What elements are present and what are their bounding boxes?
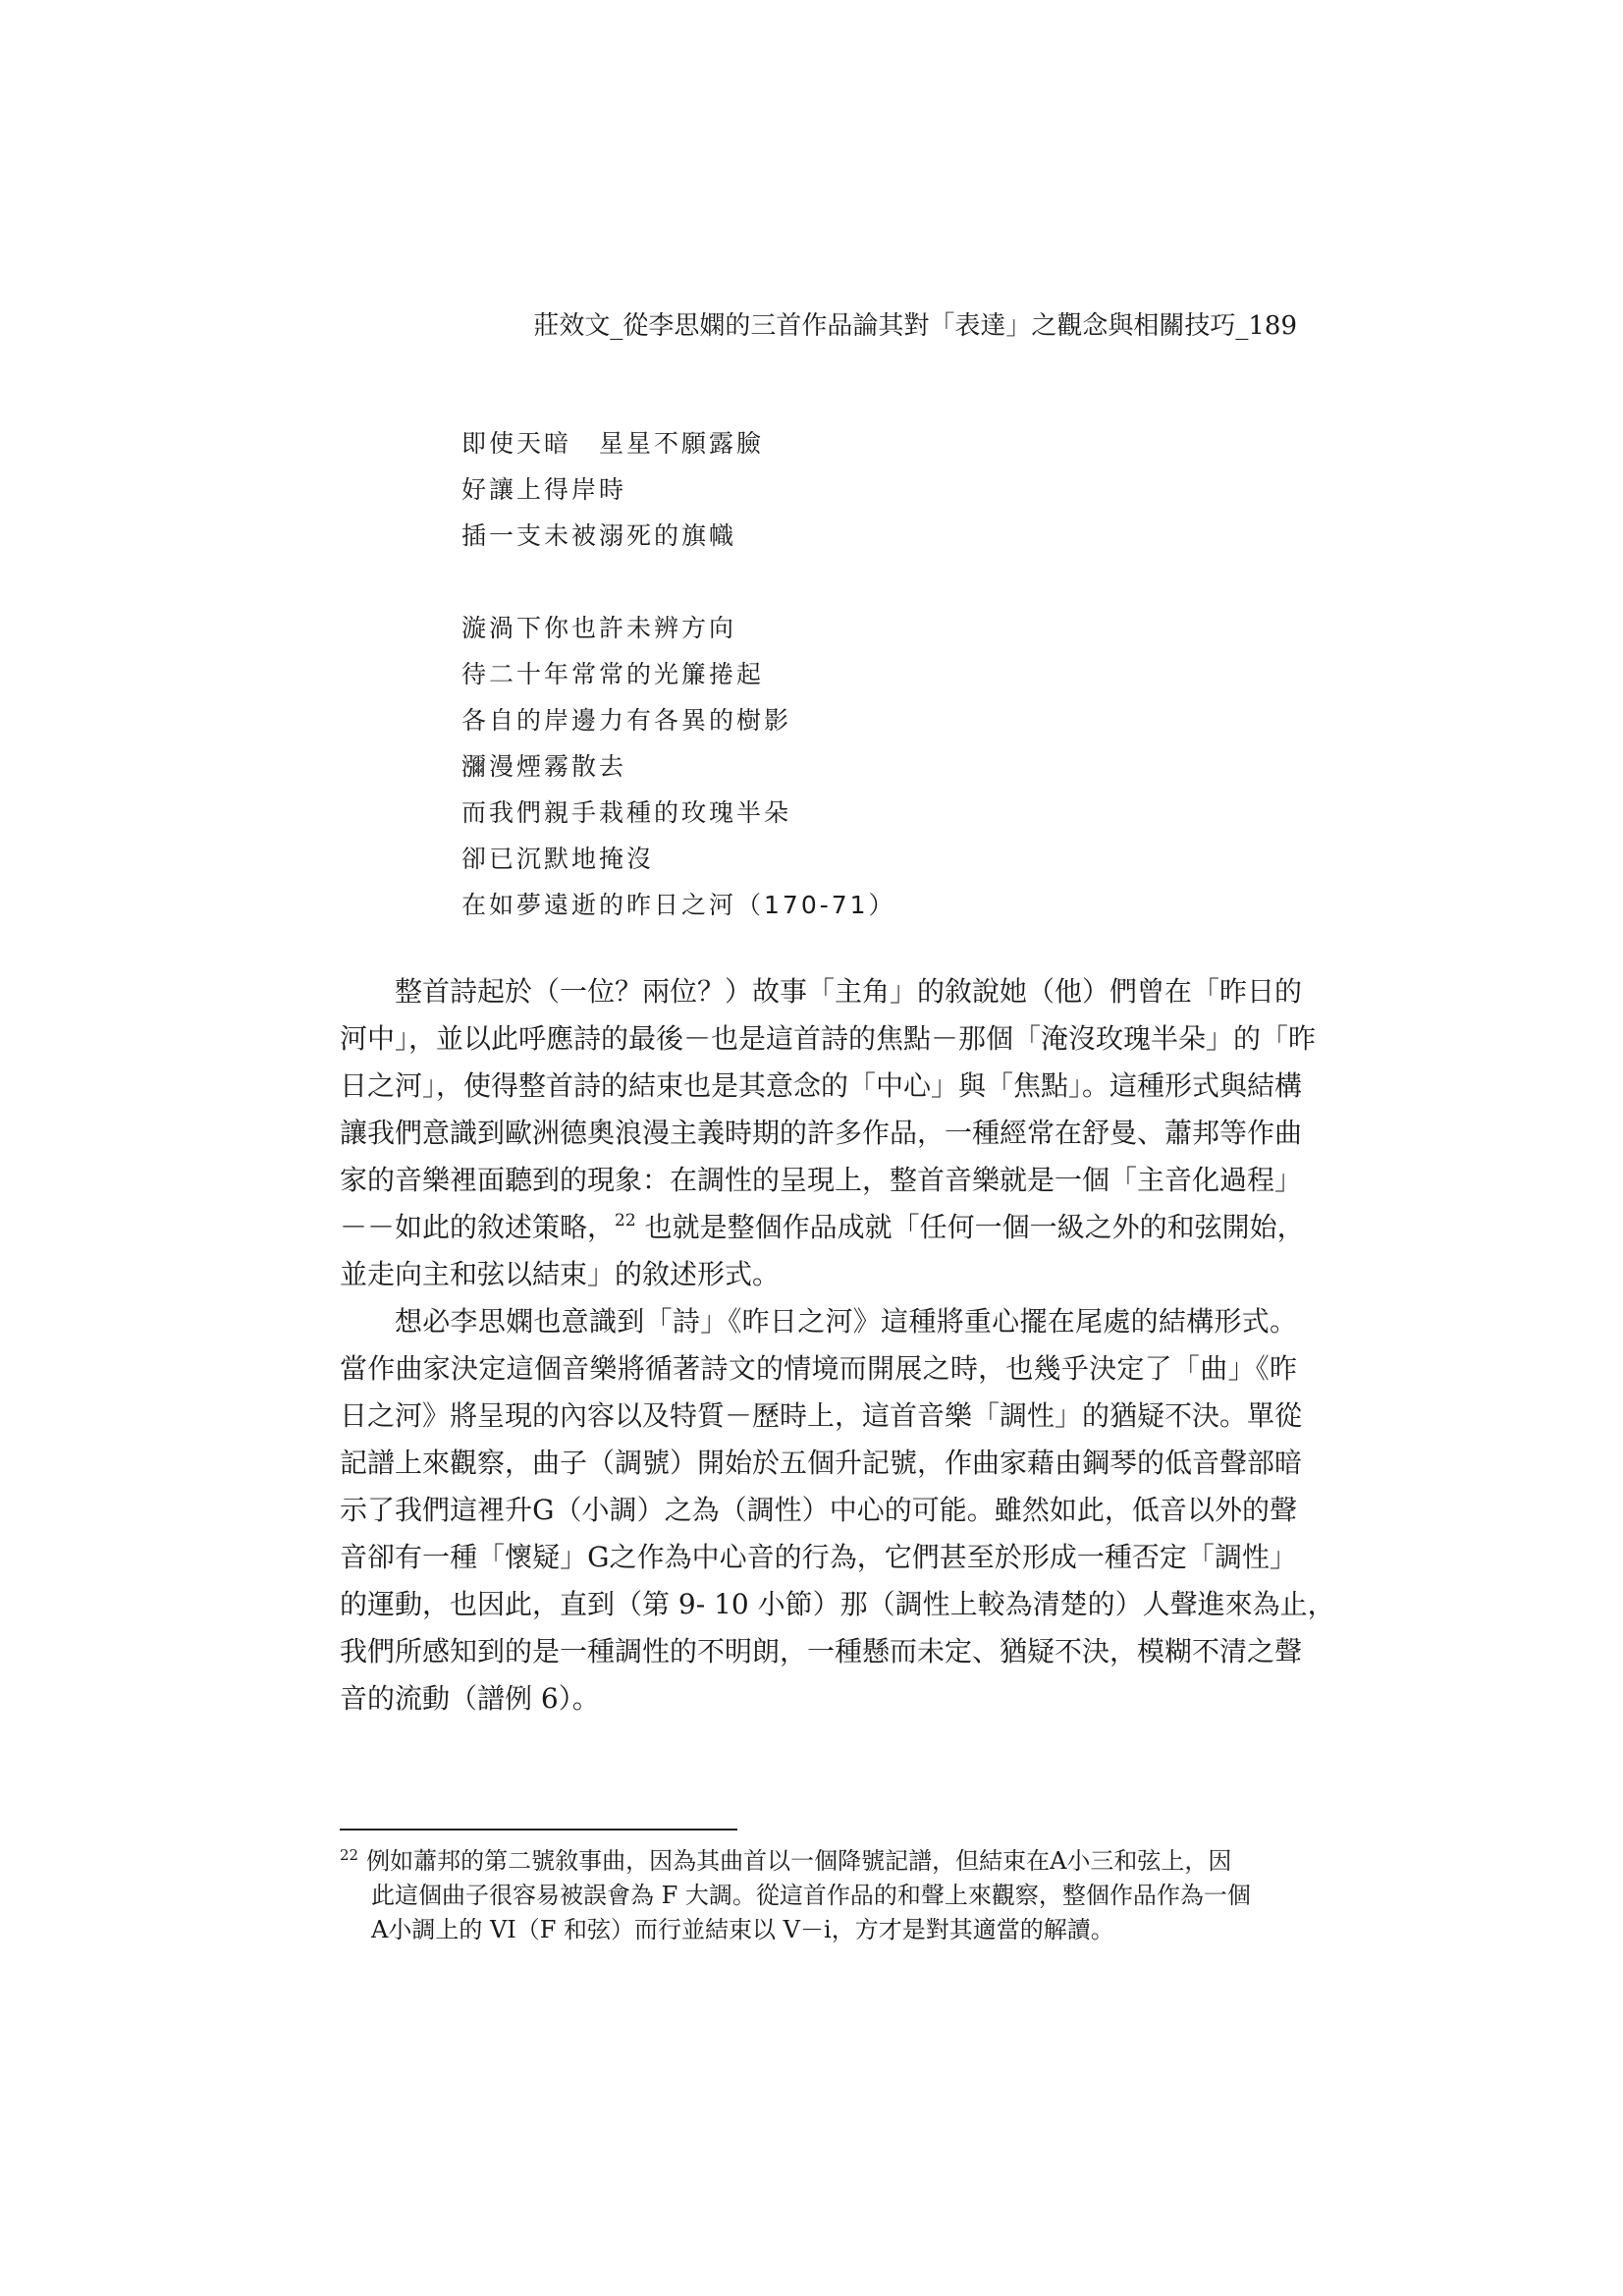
poem-line: 瀰漫煙霧散去 — [461, 752, 627, 781]
body-line: 讓我們意識到歐洲德奧浪漫主義時期的許多作品，一種經常在舒曼、蕭邦等作曲 — [340, 1117, 1303, 1149]
footnote-number: 22 — [340, 1846, 359, 1864]
body-text-span: －－如此的敘述策略， — [340, 1211, 616, 1243]
body-line: 日之河」，使得整首詩的結束也是其意念的「中心」與「焦點」。這種形式與結構 — [340, 1069, 1303, 1102]
body-line — [340, 1204, 1305, 1251]
body-line: 音卻有一種「懷疑」G之作為中心音的行為，它們甚至於形成一種否定「調性」 — [340, 1541, 1297, 1573]
footnote-line: 此這個曲子很容易被誤會為 F 大調。從這首作品的和聲上來觀察，整個作品作為一個 — [371, 1882, 1251, 1909]
body-line: 當作曲家決定這個音樂將循著詩文的情境而開展之時，也幾乎決定了「曲」《昨 — [340, 1352, 1297, 1385]
footnote-line — [340, 1844, 1297, 1879]
poem-line: 各自的岸邊力有各異的樹影 — [461, 706, 792, 735]
body-text-span: 也就是整個作品成就「任何一個一級之外的和弦開始， — [644, 1211, 1305, 1243]
poem-line: 待二十年常常的光簾捲起 — [461, 660, 765, 688]
paragraph-2 — [340, 1298, 1335, 1722]
body-line: 我們所感知到的是一種調性的不明朗，一種懸而未定、猶疑不決，模糊不清之聲 — [340, 1635, 1303, 1667]
poem-line: 在如夢遠逝的昨日之河（170-71） — [461, 891, 896, 919]
poem-line: 漩渦下你也許未辨方向 — [461, 614, 737, 642]
poem-quotation — [461, 420, 1247, 928]
body-line: 示了我們這裡升G（小調）之為（調性）中心的可能。雖然如此，低音以外的聲 — [340, 1494, 1297, 1526]
footnote-reference[interactable]: 22 — [615, 1211, 636, 1230]
body-line: 並走向主和弦以結束」的敘述形式。 — [340, 1258, 781, 1290]
poem-line: 卻已沉默地掩沒 — [461, 845, 655, 873]
footnote — [340, 1844, 1297, 1947]
footnote-text: 例如蕭邦的第二號敘事曲，因為其曲首以一個降號記譜，但結束在A小三和弦上，因 — [366, 1847, 1232, 1875]
poem-line: 插一支未被溺死的旗幟 — [461, 521, 737, 550]
poem-line: 好讓上得岸時 — [461, 475, 627, 504]
body-line: 的運動，也因此，直到（第 9- 10 小節）那（調性上較為清楚的）人聲進來為止， — [340, 1588, 1335, 1620]
body-line: 想必李思嫻也意識到「詩」《昨日之河》這種將重心擺在尾處的結構形式。 — [395, 1305, 1297, 1338]
body-text — [340, 968, 1335, 1722]
footnote-divider — [340, 1829, 737, 1831]
body-line: 河中」，並以此呼應詩的最後－也是這首詩的焦點－那個「淹沒玫瑰半朵」的「昨 — [340, 1022, 1317, 1055]
running-header: 莊效文_從李思嫻的三首作品論其對「表達」之觀念與相關技巧_189 — [533, 311, 1297, 341]
body-line: 家的音樂裡面聽到的現象：在調性的呈現上，整首音樂就是一個「主音化過程」 — [340, 1164, 1303, 1196]
poem-line: 即使天暗 星星不願露臉 — [461, 429, 765, 458]
paragraph-1 — [340, 968, 1317, 1298]
poem-line: 而我們親手栽種的玫瑰半朵 — [461, 798, 792, 827]
body-line: 日之河》將呈現的內容以及特質－歷時上，這首音樂「調性」的猶疑不決。單從 — [340, 1399, 1303, 1432]
body-line: 記譜上來觀察，曲子（調號）開始於五個升記號，作曲家藉由鋼琴的低音聲部暗 — [340, 1447, 1303, 1479]
stanza-break — [461, 559, 1247, 605]
body-line: 音的流動（譜例 6）。 — [340, 1682, 600, 1715]
footnote-line: A小調上的 VI（F 和弦）而行並結束以 V－i，方才是對其適當的解讀。 — [371, 1916, 1114, 1943]
body-line: 整首詩起於（一位？兩位？）故事「主角」的敘說她（他）們曾在「昨日的 — [395, 975, 1303, 1008]
